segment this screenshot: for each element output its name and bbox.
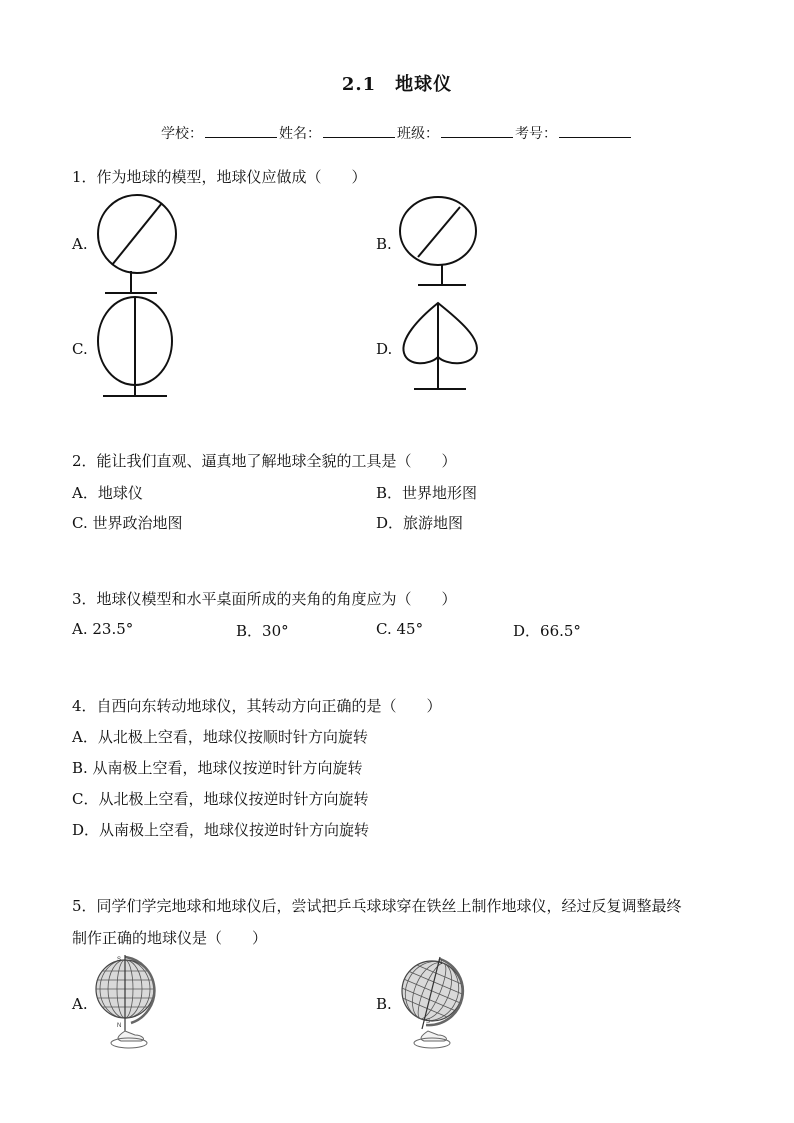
q3-option-c[interactable]: C. 45° (376, 620, 424, 638)
q1-option-a-figure (95, 195, 185, 300)
q4-option-d[interactable]: D．从南极上空看，地球仪按逆时针方向旋转 (72, 821, 370, 839)
q1-option-b-figure (398, 195, 488, 300)
q5-option-b-globe-figure (398, 955, 470, 1055)
q5-option-a-label[interactable]: A. (72, 995, 88, 1013)
q2-option-b[interactable]: B．世界地形图 (376, 484, 478, 502)
q2-option-c[interactable]: C. 世界政治地图 (72, 514, 183, 532)
class-label: 班级： (397, 126, 439, 142)
question-5-stem-line-2: 制作正确的地球仪是（ ） (72, 929, 268, 947)
q1-option-d-figure (398, 297, 488, 397)
page-title: 2.1 地球仪 (341, 74, 453, 95)
student-info-line (0, 123, 794, 143)
q5-b-top-pole-label: N (438, 960, 443, 966)
name-label: 姓名： (279, 126, 321, 142)
q1-option-a-label[interactable]: A. (72, 235, 88, 253)
exam-no-blank[interactable] (559, 125, 631, 138)
q3-option-b[interactable]: B．30° (236, 622, 289, 640)
q4-option-c[interactable]: C．从北极上空看，地球仪按逆时针方向旋转 (72, 790, 369, 808)
q5-option-b-label[interactable]: B. (376, 995, 392, 1013)
school-blank[interactable] (205, 125, 277, 138)
question-1-stem: 1．作为地球的模型，地球仪应做成（ ） (72, 168, 367, 186)
q5-option-a-globe-figure (95, 955, 167, 1055)
q3-option-d[interactable]: D．66.5° (513, 622, 581, 640)
q1-option-c-label[interactable]: C. (72, 340, 88, 358)
q5-a-top-pole-label: S (117, 957, 122, 963)
q4-option-b[interactable]: B. 从南极上空看，地球仪按逆时针方向旋转 (72, 759, 363, 777)
q3-option-a[interactable]: A. 23.5° (72, 620, 134, 638)
exam-no-label: 考号： (515, 126, 557, 142)
q5-b-bottom-pole-label: S (426, 1019, 431, 1025)
question-4-stem: 4．自西向东转动地球仪，其转动方向正确的是（ ） (72, 697, 442, 715)
school-label: 学校： (161, 126, 203, 142)
q2-option-a[interactable]: A．地球仪 (72, 484, 143, 502)
question-2-stem: 2．能让我们直观、逼真地了解地球全貌的工具是（ ） (72, 452, 457, 470)
q5-a-bottom-pole-label: N (117, 1023, 122, 1029)
q1-option-d-label[interactable]: D. (376, 340, 393, 358)
question-3-stem: 3．地球仪模型和水平桌面所成的夹角的角度应为（ ） (72, 590, 457, 608)
class-blank[interactable] (441, 125, 513, 138)
name-blank[interactable] (323, 125, 395, 138)
q1-option-b-label[interactable]: B. (376, 235, 392, 253)
q2-option-d[interactable]: D．旅游地图 (376, 514, 464, 532)
q1-option-c-figure (95, 295, 185, 405)
question-5-stem-line-1: 5．同学们学完地球和地球仪后，尝试把乒乓球球穿在铁丝上制作地球仪，经过反复调整最终 (72, 897, 682, 915)
q4-option-a[interactable]: A．从北极上空看，地球仪按顺时针方向旋转 (72, 728, 368, 746)
